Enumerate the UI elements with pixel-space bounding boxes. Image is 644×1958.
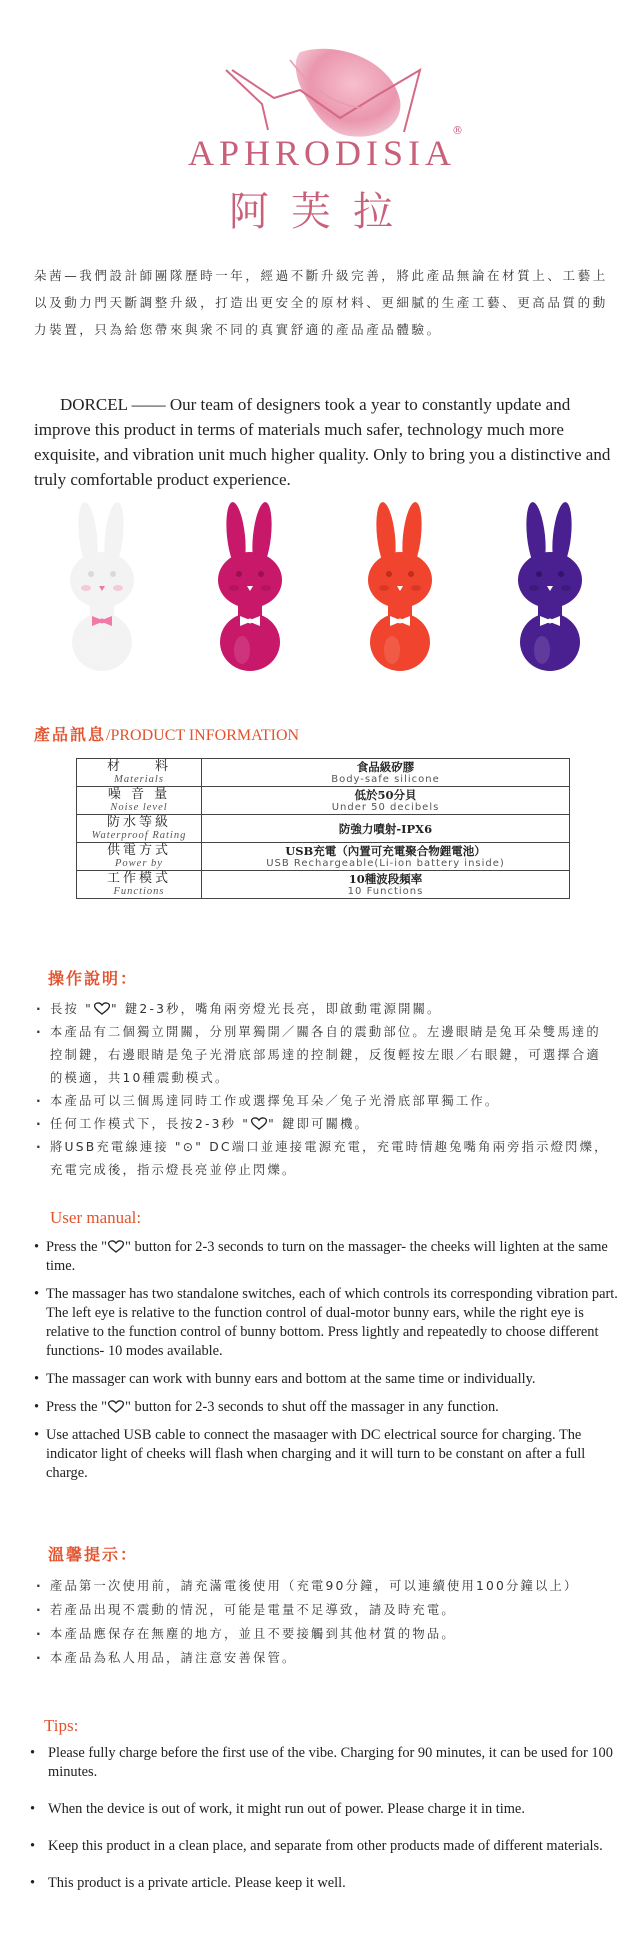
product-image-white-bunny [42, 498, 162, 673]
info-row [77, 843, 570, 871]
info-value-zh: 食品級矽膠 [356, 760, 415, 774]
info-value-zh: 10種波段頻率 [348, 872, 423, 886]
info-value-cell [202, 843, 570, 871]
tip-item: • Please fully charge before the first use of the vibe. Charging for 90 minutes, it can be used for 100 minutes. [30, 1744, 618, 1782]
product-info-title-en: /PRODUCT INFORMATION [106, 727, 300, 744]
heart-button-icon [107, 1400, 125, 1413]
heart-button-icon [107, 1240, 125, 1253]
info-key-cell [77, 787, 202, 815]
operation-item-text: 本產品可以三個馬達同時工作或選擇兔耳朵／兔子光滑底部單獨工作。 [50, 1094, 500, 1108]
info-key-cell [77, 815, 202, 843]
warm-tips-title: 溫馨提示： [48, 1545, 139, 1564]
operation-title: 操作說明： [48, 969, 139, 988]
info-row [77, 815, 570, 843]
info-key-zh: 防水等級 [106, 815, 171, 830]
info-key-en: Noise level [110, 802, 168, 813]
operation-item-text-after: " 鍵即可關機。 [268, 1117, 370, 1131]
info-key-zh: 供電方式 [106, 843, 171, 858]
product-info-title [34, 722, 299, 745]
manual-item-text: The massager can work with bunny ears and bottom at the same time or individually. [46, 1371, 536, 1387]
product-image-coral-bunny [340, 498, 460, 673]
info-value-cell [202, 759, 570, 787]
operation-list [34, 998, 614, 1182]
operation-item-text: 長按 " [50, 1002, 93, 1016]
info-row [77, 759, 570, 787]
operation-item [34, 1136, 614, 1182]
warm-tip-item: · 產品第一次使用前，請充滿電後使用（充電90分鐘，可以連續使用100分鐘以上） [34, 1574, 614, 1598]
warm-tip-item: · 本產品應保存在無塵的地方，並且不要接觸到其他材質的物品。 [34, 1622, 614, 1646]
intro-en: DORCEL —— Our team of designers took a year to constantly update and improve this product in terms of materials much safer, technology much more exquisite, and vibration unit much higher quality. Only to bring you a distinctive and truly comfortable product experience. [34, 395, 611, 489]
product-image-purple-bunny [490, 498, 610, 673]
user-manual-list [34, 1238, 618, 1492]
warm-tips-list [34, 1574, 614, 1670]
manual-item-text: Press the " [46, 1399, 108, 1415]
manual-item [34, 1238, 618, 1276]
registered-mark: ® [452, 124, 463, 137]
info-key-en: Materials [114, 774, 164, 785]
info-key-en: Functions [113, 886, 165, 897]
info-row [77, 787, 570, 815]
brand-name-zh: 阿芙拉 [229, 189, 415, 235]
heart-button-icon [250, 1117, 268, 1130]
operation-item [34, 1090, 614, 1113]
operation-item [34, 1021, 614, 1090]
intro-zh: 朵茜—我們設計師團隊歷時一年，經過不斷升級完善，將此產品無論在材質上、工藝上以及動力門天斷調整升級，打造出更安全的原材料、更細膩的生產工藝、更高品質的動力裝置，只為給您帶來與衆不同的真實舒適的產品產品體驗。 [34, 268, 608, 337]
heart-button-icon [93, 1002, 111, 1015]
info-value-zh: 低於50分貝 [354, 788, 417, 802]
info-key-en: Power by [115, 858, 163, 869]
info-value-en: Body-safe silicone [331, 774, 440, 785]
manual-item [34, 1398, 618, 1417]
warm-tip-item: · 本產品為私人用品，請注意安善保管。 [34, 1646, 614, 1670]
operation-item-text: 本產品有二個獨立開關，分別單獨開／關各自的震動部位。左邊眼睛是兔耳朵雙馬達的控制鍵，右邊眼睛是兔子光滑底部馬達的控制鍵，反復輕按左眼／右眼鍵，可選擇合適的模適，共10種震動模式。 [50, 1025, 601, 1085]
info-value-cell [202, 787, 570, 815]
tip-item: • This product is a private article. Please keep it well. [30, 1874, 618, 1893]
operation-item-text: 將USB充電線連接 "⊙" DC端口並連接電源充電，充電時情趣兔嘴角兩旁指示燈閃爍，充電完成後，指示燈長亮並停止閃爍。 [50, 1140, 609, 1177]
manual-item-text: The massager has two standalone switches, each of which controls its corresponding vibration part. The left eye is relative to the function control of dual-motor bunny ears, while the right eye is relative to the function control of bunny bottom. Press lightly and repeatedly to choose different functions- 10 modes available. [46, 1286, 618, 1359]
operation-item-text-after: " 鍵2-3秒，嘴角兩旁燈光長亮，即啟動電源開關。 [110, 1002, 442, 1016]
tip-item: • When the device is out of work, it might run out of power. Please charge it in time. [30, 1800, 618, 1819]
product-info-table [76, 758, 570, 899]
info-key-zh: 工作模式 [106, 871, 171, 886]
info-key-zh: 噪 音 量 [107, 787, 171, 802]
tips-list [30, 1744, 618, 1911]
operation-item-text: 任何工作模式下，長按2-3秒 " [50, 1117, 251, 1131]
info-value-zh: USB充電（內置可充電聚合物鋰電池） [285, 844, 486, 858]
info-value-en: Under 50 decibels [331, 802, 440, 813]
info-key-cell [77, 871, 202, 899]
manual-item-text-after: " button for 2-3 seconds to turn on the massager- the cheeks will lighten at the same time. [46, 1239, 608, 1274]
product-info-title-zh: 產品訊息 [34, 725, 107, 744]
info-row [77, 871, 570, 899]
info-key-zh: 材 料 [106, 759, 171, 774]
manual-item [34, 1426, 618, 1483]
warm-tip-item: · 若產品出現不震動的情況，可能是電量不足導致，請及時充電。 [34, 1598, 614, 1622]
operation-item [34, 998, 614, 1021]
tip-item: • Keep this product in a clean place, and separate from other products made of different materials. [30, 1837, 618, 1856]
manual-item [34, 1370, 618, 1389]
user-manual-title: User manual: [50, 1208, 142, 1227]
info-value-cell [202, 871, 570, 899]
brand-name-en: APHRODISIA [187, 133, 457, 173]
manual-item-text-after: " button for 2-3 seconds to shut off the massager in any function. [125, 1399, 499, 1415]
product-image-magenta-bunny [190, 498, 310, 673]
info-key-cell [77, 843, 202, 871]
info-value-cell [202, 815, 570, 843]
info-key-cell [77, 759, 202, 787]
operation-item [34, 1113, 614, 1136]
manual-item-text: Use attached USB cable to connect the masaager with DC electrical source for charging. The indicator light of cheeks will flash when charging and it will turn to be constant on after a full charge. [46, 1427, 586, 1481]
info-value-en: USB Rechargeable(Li-ion battery inside) [266, 858, 505, 869]
tips-title: Tips: [44, 1716, 79, 1735]
info-value-zh: 防強力噴射-IPX6 [338, 821, 433, 836]
manual-item [34, 1285, 618, 1361]
info-value-en: 10 Functions [347, 886, 424, 897]
manual-item-text: Press the " [46, 1239, 108, 1255]
info-key-en: Waterproof Rating [91, 830, 187, 841]
